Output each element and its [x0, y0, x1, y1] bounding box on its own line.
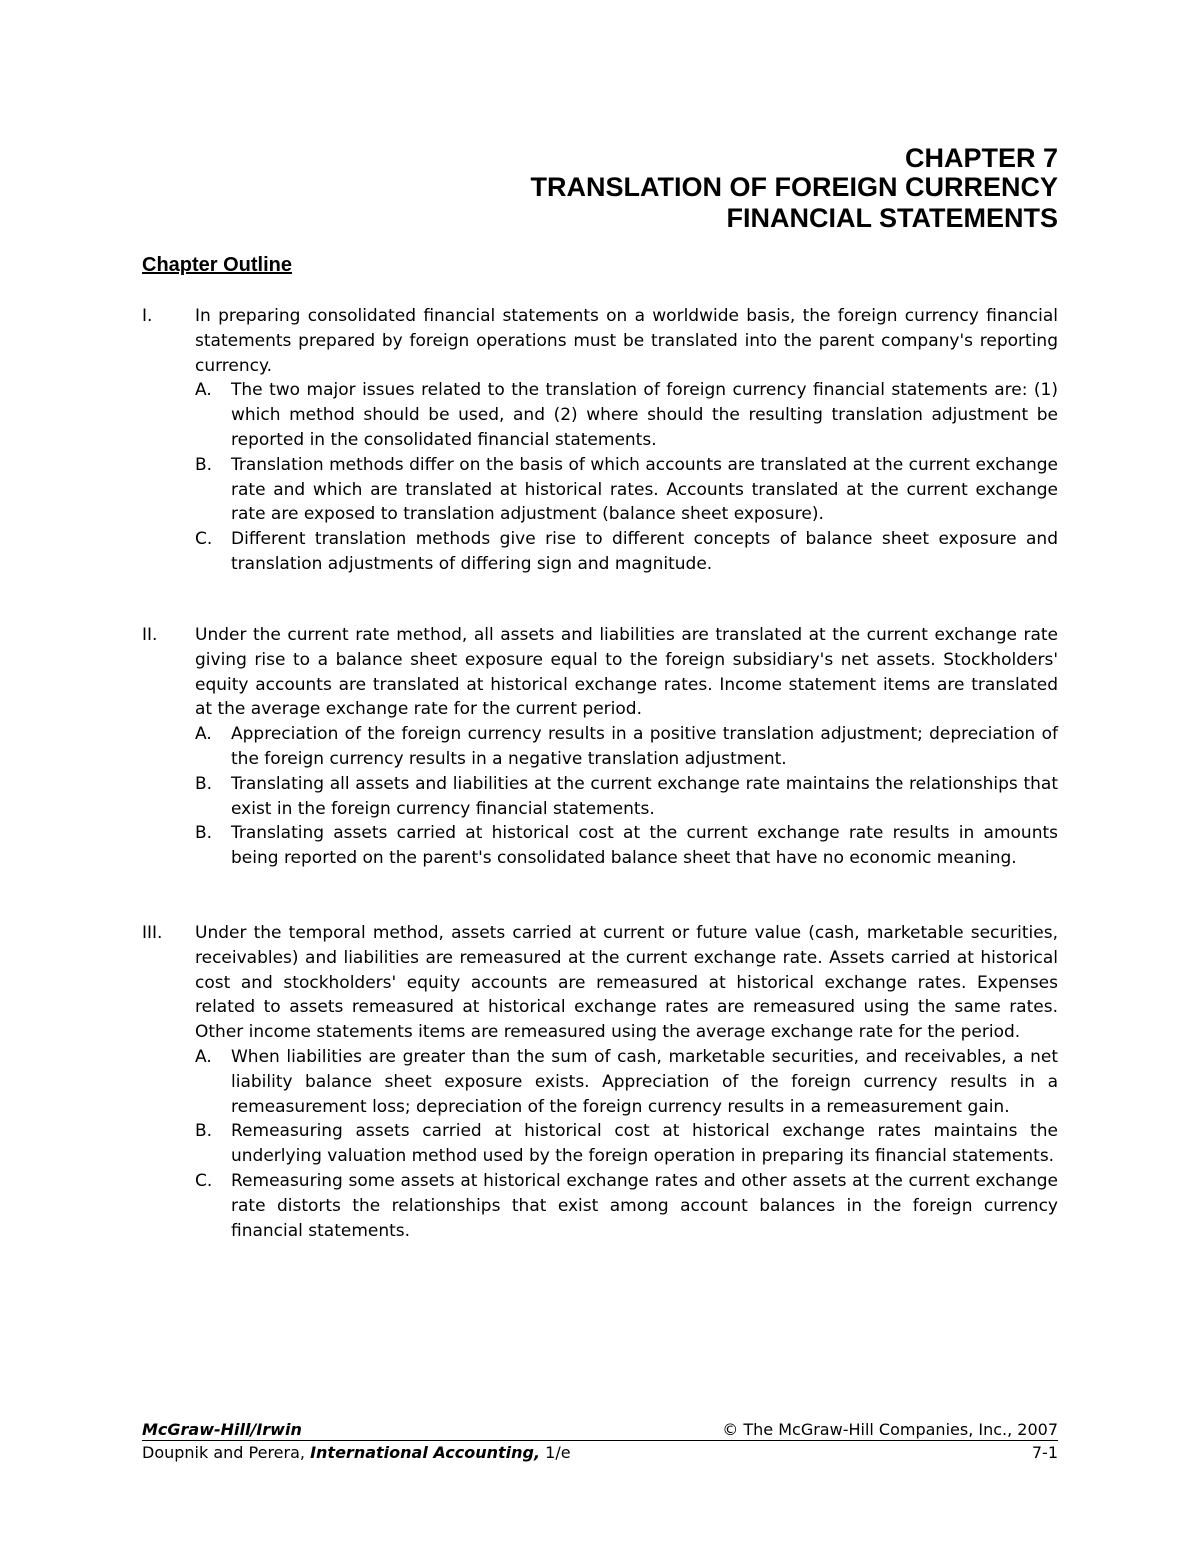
- chapter-title-line-2: FINANCIAL STATEMENTS: [726, 203, 1058, 233]
- publisher-name: McGraw-Hill/Irwin: [142, 1420, 302, 1439]
- authors: Doupnik and Perera,: [142, 1443, 311, 1462]
- outline-item: [195, 772, 1058, 822]
- item-text: The two major issues related to the translation of foreign currency financial statements are: (1) which method should be used, and (2) where should the resulting translation adjustment be reported in the consolidated financial statements.: [231, 380, 1058, 450]
- item-text: Different translation methods give rise to different concepts of balance sheet exposure and translation adjustments of differing sign and magnitude.: [231, 529, 1058, 574]
- item-letter: B.: [195, 454, 213, 475]
- section-text: In preparing consolidated financial statements on a worldwide basis, the foreign currency financial statements prepared by foreign operations must be translated into the parent company's reporting currency.: [195, 306, 1058, 376]
- outline-section-3: [142, 921, 1058, 1243]
- outline-item: [195, 453, 1058, 527]
- outline-item: [195, 1119, 1058, 1169]
- book-citation: [142, 1443, 571, 1462]
- item-letter: A.: [195, 380, 212, 401]
- item-letter: C.: [195, 1170, 213, 1191]
- outline-section-2: [142, 623, 1058, 871]
- section-number: III.: [142, 923, 163, 943]
- outline-heading: Chapter Outline: [142, 254, 293, 276]
- item-text: Translating assets carried at historical cost at the current exchange rate results in amounts being reported on the parent's consolidated balance sheet that have no economic meaning.: [231, 823, 1058, 869]
- page-number: 7-1: [1031, 1443, 1058, 1462]
- chapter-number: CHAPTER 7: [904, 143, 1058, 173]
- edition: 1/e: [540, 1443, 571, 1462]
- item-letter: A.: [195, 724, 212, 745]
- item-text: When liabilities are greater than the sum of cash, marketable securities, and receivables, a net liability balance sheet exposure exists. Appreciation of the foreign currency results in a remeasurement loss; depreciation of the foreign currency results in a remeasurement gain.: [231, 1046, 1058, 1117]
- outline-item: [195, 378, 1058, 452]
- outline-item: [195, 1045, 1058, 1119]
- outline-item: [195, 527, 1058, 577]
- chapter-title-line-1: TRANSLATION OF FOREIGN CURRENCY: [530, 172, 1058, 202]
- item-text: Translation methods differ on the basis of which accounts are translated at the current exchange rate and which are translated at historical rates. Accounts translated at the current exchange rate are exposed to translation adjustment (balance sheet exposure).: [231, 454, 1058, 525]
- outline-item: [195, 1169, 1058, 1243]
- item-letter: C.: [195, 529, 213, 550]
- item-text: Translating all assets and liabilities at the current exchange rate maintains the relationships that exist in the foreign currency financial statements.: [231, 773, 1058, 819]
- section-text: Under the current rate method, all assets and liabilities are translated at the current exchange rate giving rise to a balance sheet exposure equal to the foreign subsidiary's net assets. Stockholders' equity accounts are translated at historical exchange rates. Income statement items are translated at the average exchange rate for the current period.: [195, 625, 1058, 720]
- outline-section-1: [142, 304, 1058, 577]
- item-text: Remeasuring some assets at historical exchange rates and other assets at the current exchange rate distorts the relationships that exist among account balances in the foreign currency financial statements.: [231, 1170, 1058, 1241]
- section-text: Under the temporal method, assets carried at current or future value (cash, marketable securities, receivables) and liabilities are remeasured at the current exchange rate. Assets carried at historical cost and stockholders' equity accounts are remeasured at historical exchange rates. Expenses related to assets remeasured at historical exchange rates are remeasured using the same rates. Other income statements items are remeasured using the average exchange rate for the period.: [195, 923, 1058, 1043]
- item-text: Remeasuring assets carried at historical cost at historical exchange rates maintains the underlying valuation method used by the foreign operation in preparing its financial statements.: [231, 1121, 1058, 1167]
- item-text: Appreciation of the foreign currency results in a positive translation adjustment; depreciation of the foreign currency results in a negative translation adjustment.: [231, 724, 1058, 769]
- outline-item: [195, 722, 1058, 772]
- section-number: II.: [142, 625, 158, 645]
- item-letter: B.: [195, 1121, 213, 1142]
- outline-item: [195, 821, 1058, 871]
- item-letter: B.: [195, 773, 213, 794]
- book-title: International Accounting,: [310, 1443, 541, 1462]
- section-number: I.: [142, 306, 153, 326]
- footer-bottom-line: [142, 1443, 1058, 1463]
- item-letter: B.: [195, 823, 213, 844]
- footer-top-line: [142, 1420, 1058, 1441]
- copyright-notice: © The McGraw-Hill Companies, Inc., 2007: [722, 1420, 1058, 1439]
- item-letter: A.: [195, 1046, 212, 1067]
